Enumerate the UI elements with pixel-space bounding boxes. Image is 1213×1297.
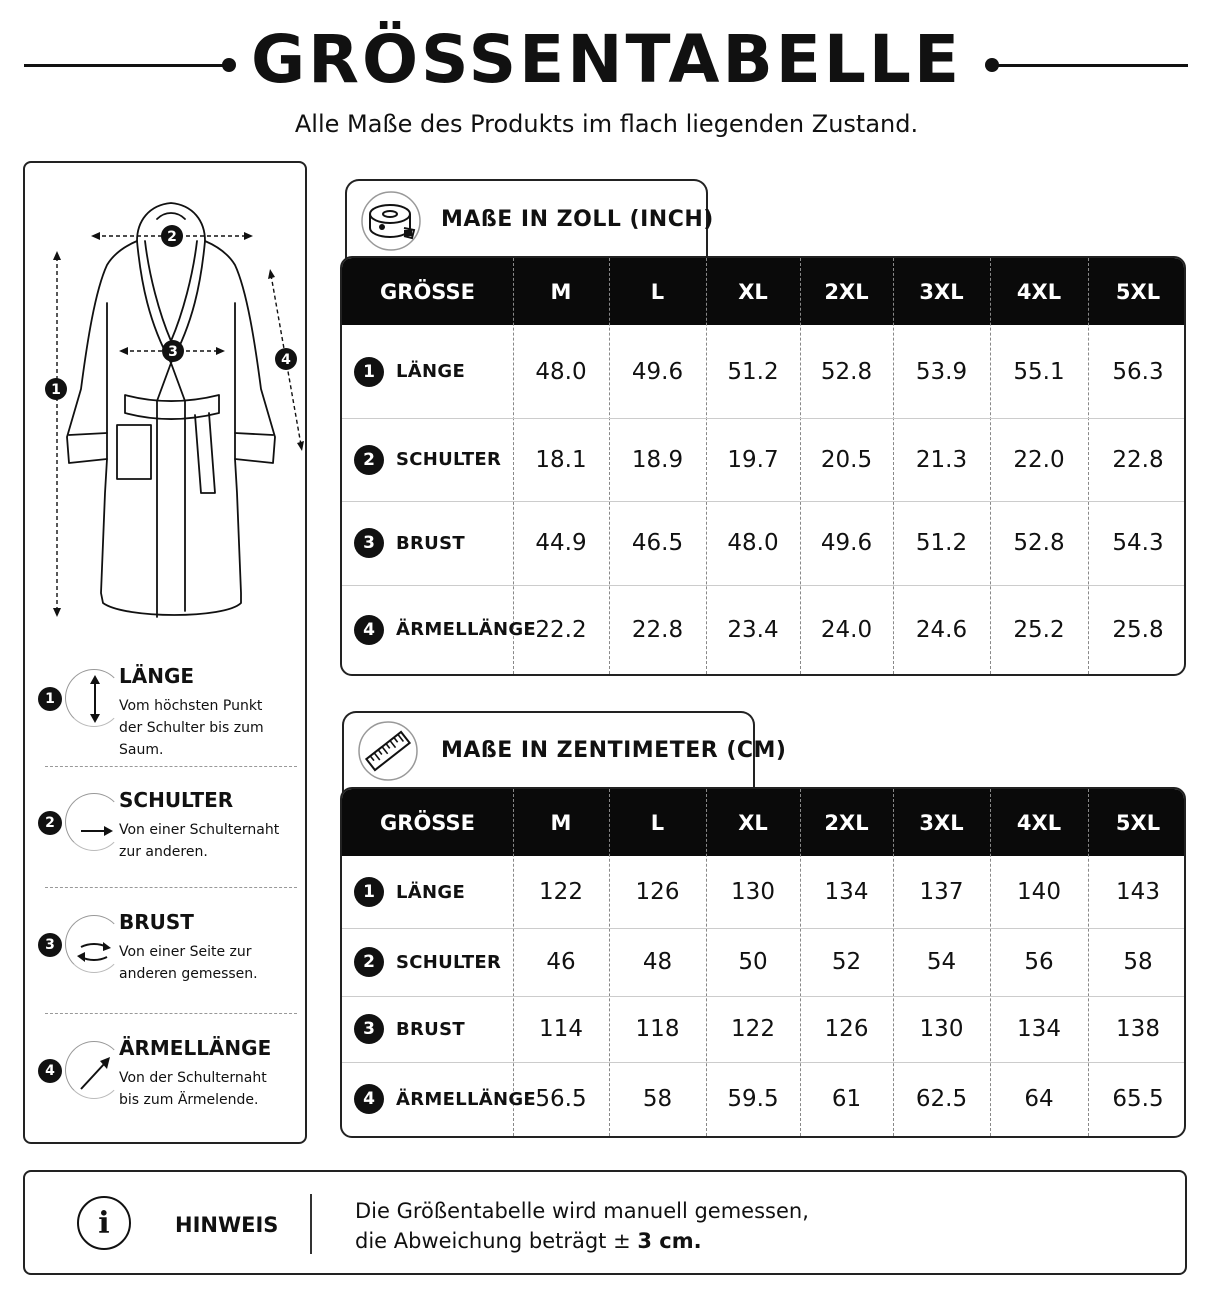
row-label-text: SCHULTER — [396, 449, 502, 470]
bathrobe-diagram — [25, 163, 309, 643]
row-number-badge: 4 — [354, 615, 384, 645]
row-number-badge: 2 — [354, 947, 384, 977]
note-label: HINWEIS — [175, 1213, 279, 1237]
row-number-badge: 1 — [354, 357, 384, 387]
measurement-guide-panel — [23, 161, 307, 1144]
legend-title: SCHULTER — [119, 788, 234, 812]
row-label — [354, 856, 465, 928]
row-label-text: BRUST — [396, 532, 465, 554]
table-cell: 52.8 — [820, 358, 873, 385]
diagonal-arrow-icon — [67, 1043, 119, 1099]
legend-description: Von einer Schulternaht zur anderen. — [119, 822, 280, 860]
vertical-arrow-icon — [67, 671, 119, 727]
table-cell: 22.8 — [1112, 446, 1164, 473]
size-header-xl: XL — [738, 279, 768, 304]
table-cell: 48.0 — [727, 530, 779, 556]
table-cell: 21.3 — [915, 446, 968, 473]
legend-number-badge: 1 — [38, 687, 62, 711]
svg-text:1: 1 — [51, 382, 61, 398]
legend-divider — [45, 887, 297, 888]
cm-table-title: MAßE IN ZENTIMETER (CM) — [441, 738, 787, 763]
table-cell: 22.8 — [631, 616, 684, 643]
table-cell: 122 — [539, 879, 583, 905]
table-cell: 56.5 — [535, 1086, 587, 1112]
row-label — [354, 325, 465, 418]
table-cell: 19.7 — [727, 446, 779, 473]
row-number-badge: 2 — [354, 445, 384, 475]
row-label-text: LÄNGE — [396, 881, 466, 903]
table-header-row — [342, 789, 1184, 856]
table-cell: 53.9 — [915, 358, 968, 385]
size-header-3xl: 3XL — [919, 810, 964, 835]
legend-item-sleeve — [41, 1035, 305, 1135]
table-cell: 46.5 — [631, 530, 684, 556]
legend-divider — [45, 1013, 297, 1014]
size-header-5xl: 5XL — [1115, 279, 1161, 304]
legend-description: Vom höchsten Punkt der Schulter bis zum Saum. — [119, 698, 264, 758]
legend-title: LÄNGE — [119, 664, 195, 688]
table-cell: 114 — [539, 1016, 583, 1042]
row-label — [354, 585, 536, 674]
table-cell: 48.0 — [535, 358, 587, 385]
table-cell: 46 — [546, 949, 576, 975]
row-number-badge: 4 — [354, 1084, 384, 1114]
page-title: GRÖSSENTABELLE — [250, 21, 963, 98]
table-cell: 126 — [824, 1016, 869, 1042]
table-cell: 58 — [642, 1086, 673, 1112]
table-cell: 44.9 — [535, 530, 587, 556]
tape-measure-icon — [360, 190, 422, 252]
size-header-5xl: 5XL — [1115, 810, 1161, 835]
table-cell: 52.8 — [1013, 530, 1065, 556]
table-cell: 56 — [1024, 949, 1054, 975]
size-header-xl: XL — [738, 810, 768, 835]
row-label-text: ÄRMELLÄNGE — [396, 619, 537, 640]
table-cell: 18.1 — [535, 446, 587, 473]
ruler-icon — [357, 720, 419, 782]
table-cell: 64 — [1024, 1086, 1054, 1112]
legend-description: Von einer Seite zur anderen gemessen. — [119, 944, 258, 982]
table-cell: 137 — [919, 879, 964, 905]
table-cell: 51.2 — [727, 358, 779, 385]
row-label-text: ÄRMELLÄNGE — [396, 1088, 537, 1110]
row-label-text: LÄNGE — [396, 361, 466, 382]
row-label — [354, 501, 465, 585]
table-cell: 54.3 — [1112, 530, 1164, 556]
size-column-header: GRÖSSE — [380, 279, 475, 304]
right-arrow-icon — [67, 795, 119, 851]
size-header-m: M — [550, 810, 572, 835]
note-text: Die Größentabelle wird manuell gemessen, die Abweichung beträgt ± 3 cm. — [355, 1199, 809, 1253]
page-subtitle: Alle Maße des Produkts im flach liegenden Zustand. — [294, 110, 919, 138]
inch-table-title: MAßE IN ZOLL (INCH) — [441, 207, 714, 232]
size-header-l: L — [650, 279, 665, 304]
legend-number-badge: 4 — [38, 1059, 62, 1083]
table-cell: 62.5 — [915, 1086, 968, 1112]
table-cell: 61 — [831, 1086, 862, 1112]
table-cell: 25.2 — [1013, 616, 1065, 643]
size-column-header: GRÖSSE — [380, 810, 475, 835]
inch-size-table — [340, 256, 1186, 676]
row-label — [354, 928, 501, 996]
table-cell: 122 — [731, 1016, 775, 1042]
legend-number-badge: 3 — [38, 933, 62, 957]
size-header-4xl: 4XL — [1016, 810, 1062, 835]
row-label — [354, 996, 465, 1062]
table-cell: 48 — [642, 949, 673, 975]
table-cell: 51.2 — [915, 530, 968, 556]
cm-size-table — [340, 787, 1186, 1138]
table-cell: 18.9 — [631, 446, 684, 473]
info-icon: i — [77, 1196, 131, 1250]
row-label-text: BRUST — [396, 1018, 465, 1040]
table-cell: 25.8 — [1112, 616, 1164, 643]
legend-divider — [45, 766, 297, 767]
note-separator — [310, 1194, 312, 1254]
table-cell: 138 — [1116, 1016, 1160, 1042]
size-header-3xl: 3XL — [919, 279, 964, 304]
table-cell: 134 — [1017, 1016, 1061, 1042]
table-cell: 54 — [926, 949, 957, 975]
title-rule-left — [24, 64, 228, 67]
table-cell: 58 — [1123, 949, 1153, 975]
title-rule-right — [992, 64, 1188, 67]
svg-text:3: 3 — [168, 344, 178, 360]
table-cell: 143 — [1116, 879, 1160, 905]
table-cell: 23.4 — [727, 616, 779, 643]
row-label — [354, 418, 501, 501]
row-number-badge: 3 — [354, 528, 384, 558]
table-cell: 59.5 — [727, 1086, 779, 1112]
table-cell: 20.5 — [820, 446, 873, 473]
table-header-row — [342, 258, 1184, 325]
legend-item-length — [41, 663, 305, 763]
legend-description: Von der Schulternaht bis zum Ärmelende. — [119, 1070, 267, 1108]
table-cell: 126 — [635, 879, 680, 905]
swap-arrows-icon — [67, 917, 119, 973]
table-cell: 130 — [731, 879, 775, 905]
svg-text:2: 2 — [167, 229, 177, 245]
size-header-2xl: 2XL — [824, 810, 869, 835]
table-cell: 52 — [831, 949, 862, 975]
table-cell: 24.6 — [915, 616, 968, 643]
legend-number-badge: 2 — [38, 811, 62, 835]
table-cell: 65.5 — [1112, 1086, 1164, 1112]
legend-item-chest — [41, 909, 305, 1009]
row-number-badge: 3 — [354, 1014, 384, 1044]
legend-title: ÄRMELLÄNGE — [119, 1036, 272, 1060]
table-cell: 118 — [635, 1016, 680, 1042]
row-label — [354, 1062, 536, 1136]
svg-text:4: 4 — [281, 352, 291, 368]
row-number-badge: 1 — [354, 877, 384, 907]
table-cell: 130 — [919, 1016, 964, 1042]
row-label-text: SCHULTER — [396, 951, 502, 973]
size-header-l: L — [650, 810, 665, 835]
table-cell: 50 — [738, 949, 768, 975]
table-cell: 22.2 — [535, 616, 587, 643]
table-cell: 56.3 — [1112, 358, 1164, 385]
note-box — [23, 1170, 1187, 1275]
table-cell: 49.6 — [631, 358, 684, 385]
table-cell: 22.0 — [1013, 446, 1065, 473]
size-header-4xl: 4XL — [1016, 279, 1062, 304]
legend-title: BRUST — [119, 910, 194, 934]
table-cell: 55.1 — [1013, 358, 1065, 385]
table-cell: 140 — [1017, 879, 1061, 905]
table-cell: 134 — [824, 879, 869, 905]
table-cell: 24.0 — [820, 616, 873, 643]
size-header-m: M — [550, 279, 572, 304]
title-dot-left — [222, 58, 236, 72]
size-header-2xl: 2XL — [824, 279, 869, 304]
table-cell: 49.6 — [820, 530, 873, 556]
legend-item-shoulder — [41, 787, 305, 887]
